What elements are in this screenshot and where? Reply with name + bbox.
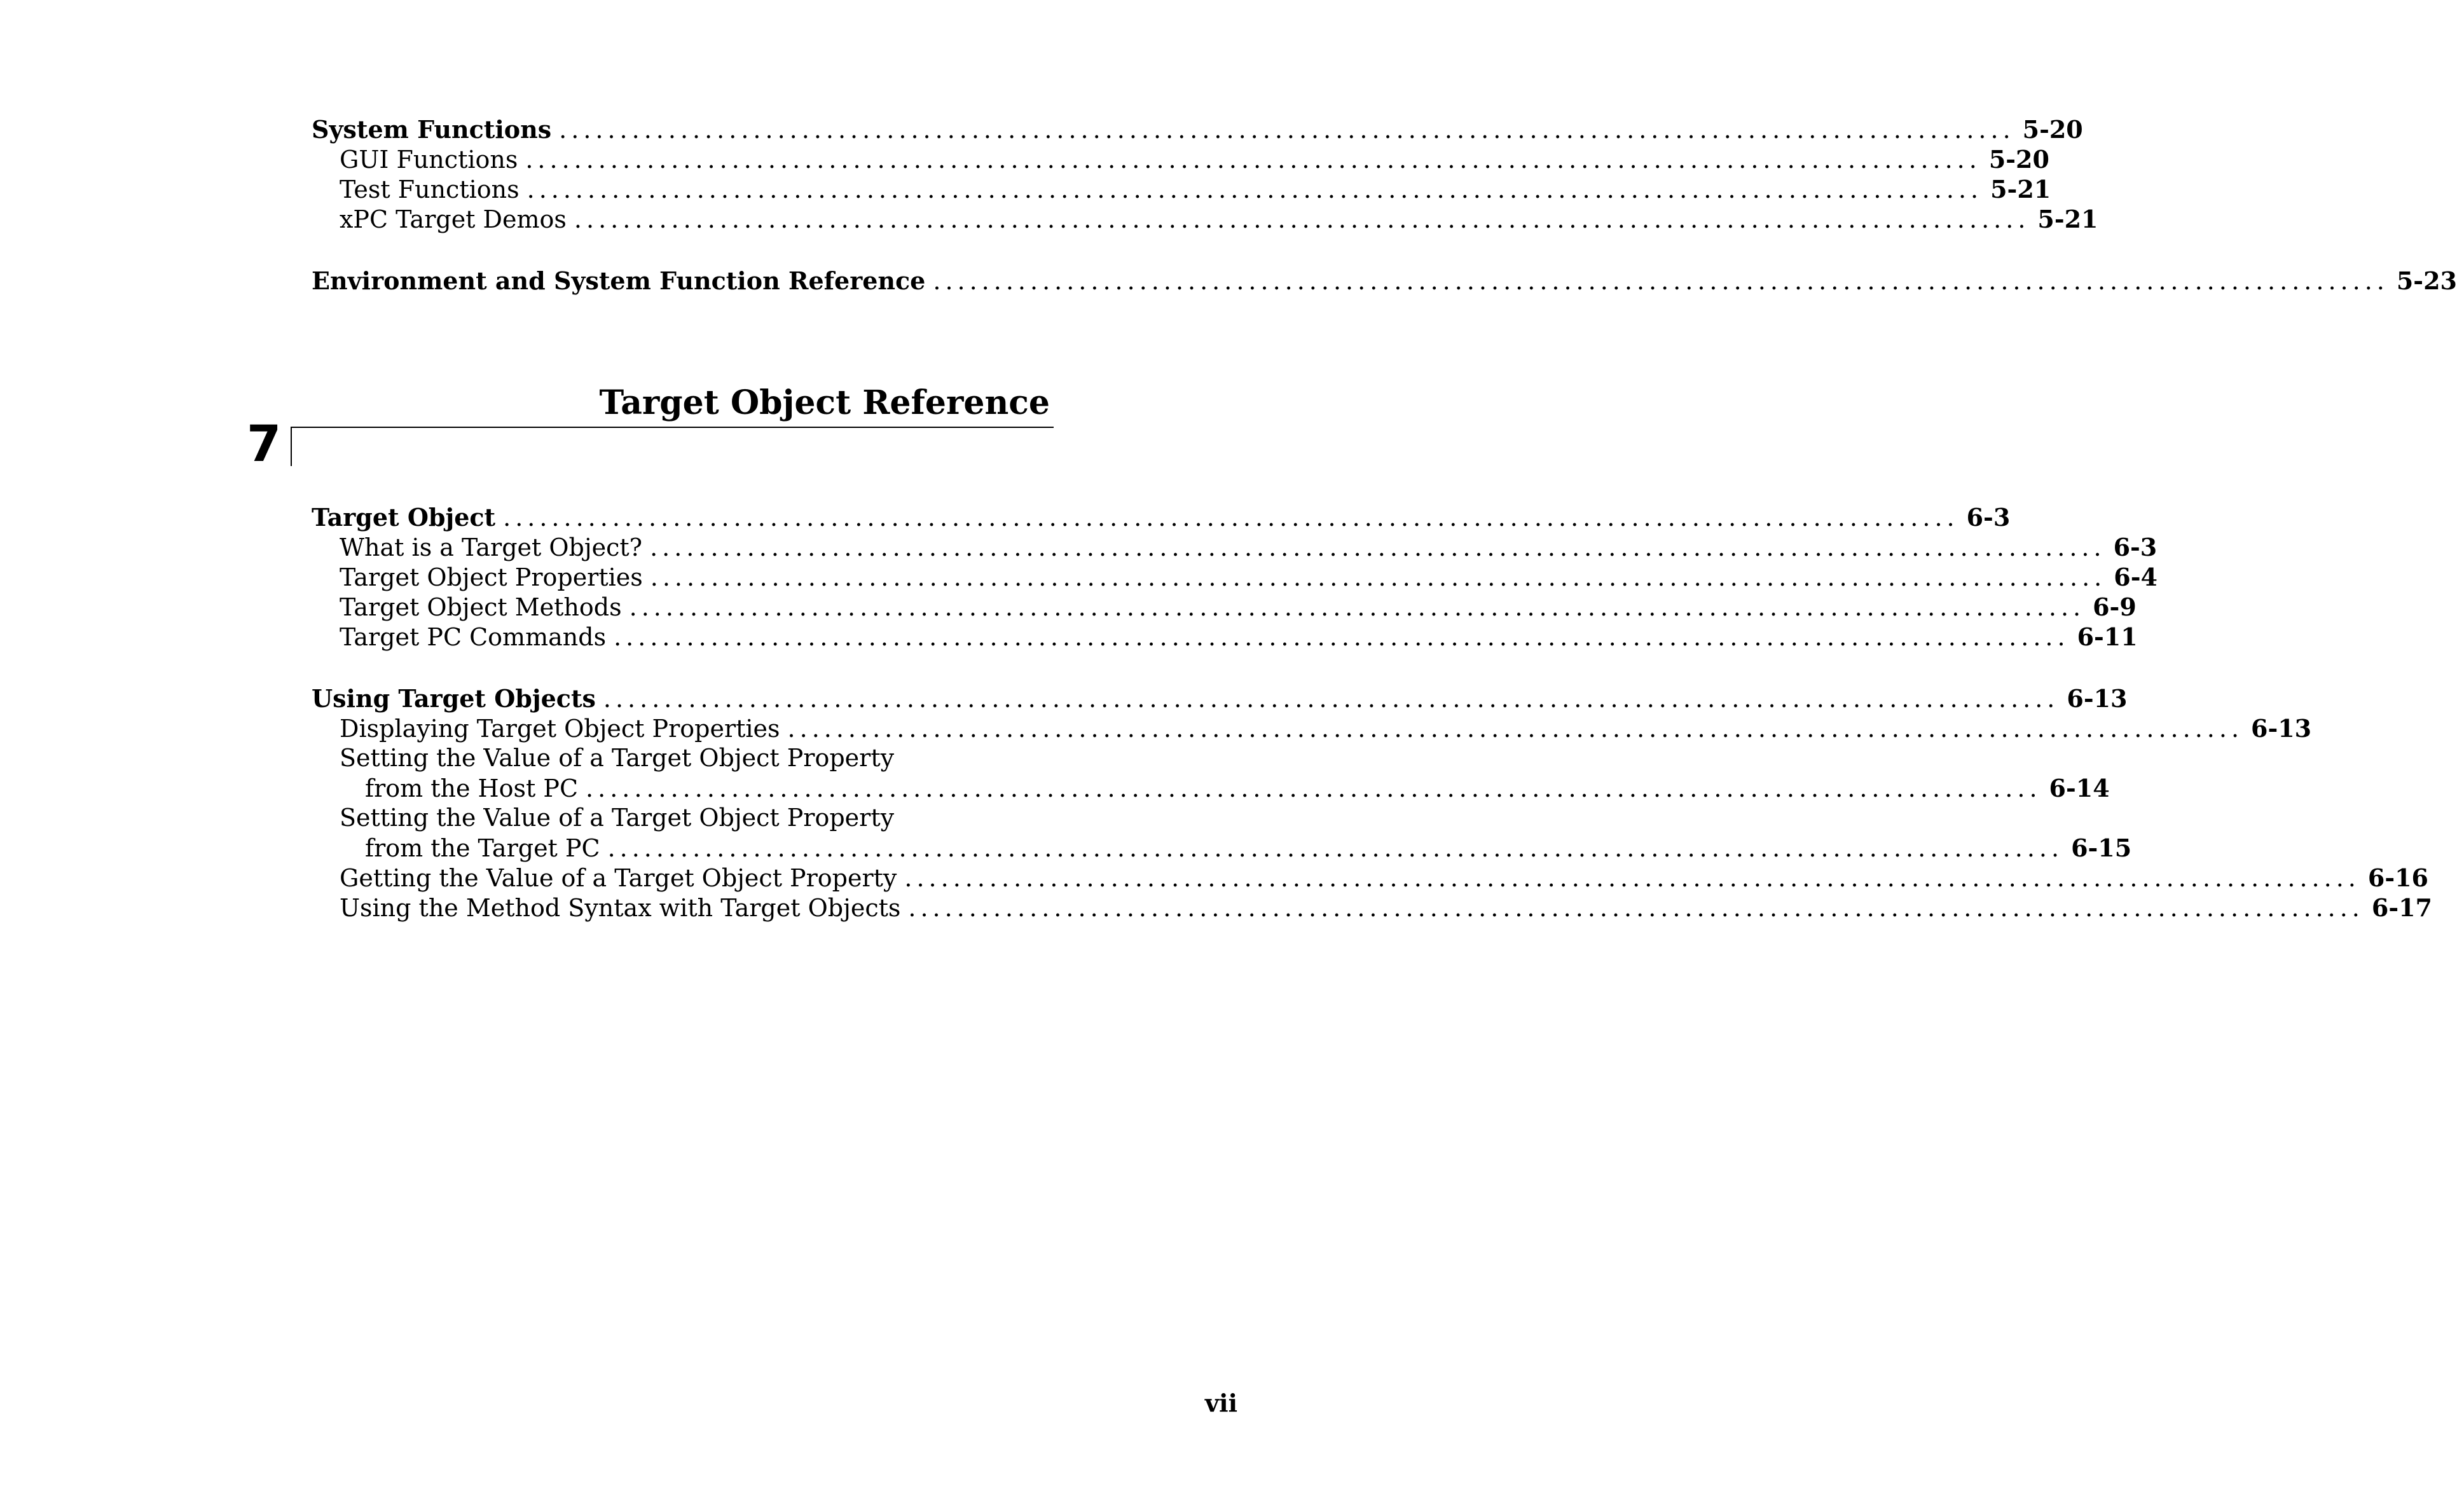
toc-entry-page: 6-13 <box>2067 684 2128 713</box>
toc-entry-title: Test Functions <box>340 175 520 203</box>
toc-entry[interactable] <box>312 803 1054 833</box>
toc-entry-page: 6-16 <box>2367 863 2428 892</box>
toc-leader-dots: ........................................................................................................................ <box>607 834 2064 862</box>
toc-entry[interactable] <box>312 863 2428 893</box>
toc-entry-title: from the Target PC <box>365 834 600 862</box>
toc-entry[interactable] <box>312 532 2158 562</box>
toc-leader-dots: ........................................................................................................................ <box>904 864 2360 892</box>
toc-entry[interactable] <box>312 174 2051 204</box>
chapter-number: 7 <box>247 416 282 473</box>
toc-entry[interactable] <box>312 773 2110 803</box>
toc-entry-page: 6-3 <box>1966 503 2011 532</box>
toc-leader-dots: ........................................................................................................................ <box>933 267 2389 295</box>
toc-entry-title: System Functions <box>312 115 552 144</box>
toc-leader-dots: ........................................................................................................................ <box>650 533 2106 561</box>
toc-leader-dots: ........................................................................................................................ <box>525 146 1981 174</box>
toc-entry-page: 5-21 <box>1990 175 2051 203</box>
toc-leader-dots: ........................................................................................................................ <box>787 715 2244 743</box>
toc-entry-title: Target PC Commands <box>340 623 607 651</box>
toc-entry[interactable] <box>312 114 2083 144</box>
toc-entry-title: Setting the Value of a Target Object Property <box>340 804 895 832</box>
toc-entry[interactable] <box>312 592 2137 622</box>
toc-entry-title: Getting the Value of a Target Object Property <box>340 864 897 892</box>
toc-entry[interactable] <box>312 684 2128 713</box>
toc-leader-dots: ........................................................................................................................ <box>908 894 2364 922</box>
toc-entry[interactable] <box>312 562 2158 592</box>
toc-entry[interactable] <box>312 713 2312 743</box>
toc-leader-dots: ........................................................................................................................ <box>503 504 1959 532</box>
toc-entry-page: 6-14 <box>2049 774 2110 802</box>
toc-leader-dots: ........................................................................................................................ <box>526 175 1983 203</box>
toc-entry[interactable] <box>312 204 2098 234</box>
toc-entry-page: 6-3 <box>2113 533 2158 561</box>
toc-leader-dots: ........................................................................................................................ <box>586 774 2042 802</box>
toc-entry-page: 6-11 <box>2077 622 2138 651</box>
toc-entry-page: 6-4 <box>2114 563 2158 591</box>
toc-entry-title: Using Target Objects <box>312 684 596 713</box>
toc-entry-page: 6-17 <box>2371 893 2432 922</box>
toc-entry-title: GUI Functions <box>340 146 518 174</box>
toc-entry-page: 5-20 <box>2022 115 2083 144</box>
toc-entry-page: 5-21 <box>2037 205 2098 233</box>
toc-leader-dots: ........................................................................................................................ <box>629 593 2086 621</box>
toc-leader-dots: ........................................................................................................................ <box>559 116 2015 144</box>
toc-entry-title: Environment and System Function Reference <box>312 266 926 295</box>
toc-entry-page: 5-20 <box>1988 145 2049 174</box>
toc-gap <box>312 234 1054 266</box>
toc-entry-title: xPC Target Demos <box>340 205 567 233</box>
toc-entry-title: What is a Target Object? <box>340 533 643 561</box>
toc-entry[interactable] <box>312 144 2049 174</box>
chapter-rule <box>291 427 1054 428</box>
toc-entry-page: 6-15 <box>2071 834 2132 862</box>
toc-leader-dots: ........................................................................................................................ <box>650 563 2107 591</box>
toc-leader-dots: ........................................................................................................................ <box>574 205 2030 233</box>
toc-entry[interactable] <box>312 502 2011 532</box>
chapter-vertical-rule <box>291 427 292 466</box>
toc-section-system <box>312 114 2457 296</box>
toc-entry-title: Using the Method Syntax with Target Objects <box>340 894 901 922</box>
toc-entry-page: 5-23 <box>2396 266 2457 295</box>
toc-entry-page: 6-13 <box>2251 714 2312 743</box>
page-number: vii <box>1205 1389 1237 1417</box>
toc-entry-title: Target Object Methods <box>340 593 622 621</box>
toc-entry[interactable] <box>312 893 2432 923</box>
toc-entry-title: Setting the Value of a Target Object Property <box>340 744 895 772</box>
toc-section-target-object <box>312 502 2432 923</box>
toc-entry-title: Target Object <box>312 503 496 532</box>
toc-entry-title: Target Object Properties <box>340 563 643 591</box>
toc-entry-page: 6-9 <box>2093 593 2137 621</box>
toc-entry-title: Displaying Target Object Properties <box>340 715 780 743</box>
toc-entry[interactable] <box>312 743 1054 773</box>
toc-entry[interactable] <box>312 622 2138 652</box>
chapter-title: Target Object Reference <box>599 383 1050 422</box>
toc-entry[interactable] <box>312 833 2132 863</box>
toc-leader-dots: ........................................................................................................................ <box>603 685 2060 713</box>
toc-entry-title: from the Host PC <box>365 774 579 802</box>
toc-entry[interactable] <box>312 266 2457 296</box>
toc-leader-dots: ........................................................................................................................ <box>614 623 2070 651</box>
toc-gap <box>312 652 1054 684</box>
